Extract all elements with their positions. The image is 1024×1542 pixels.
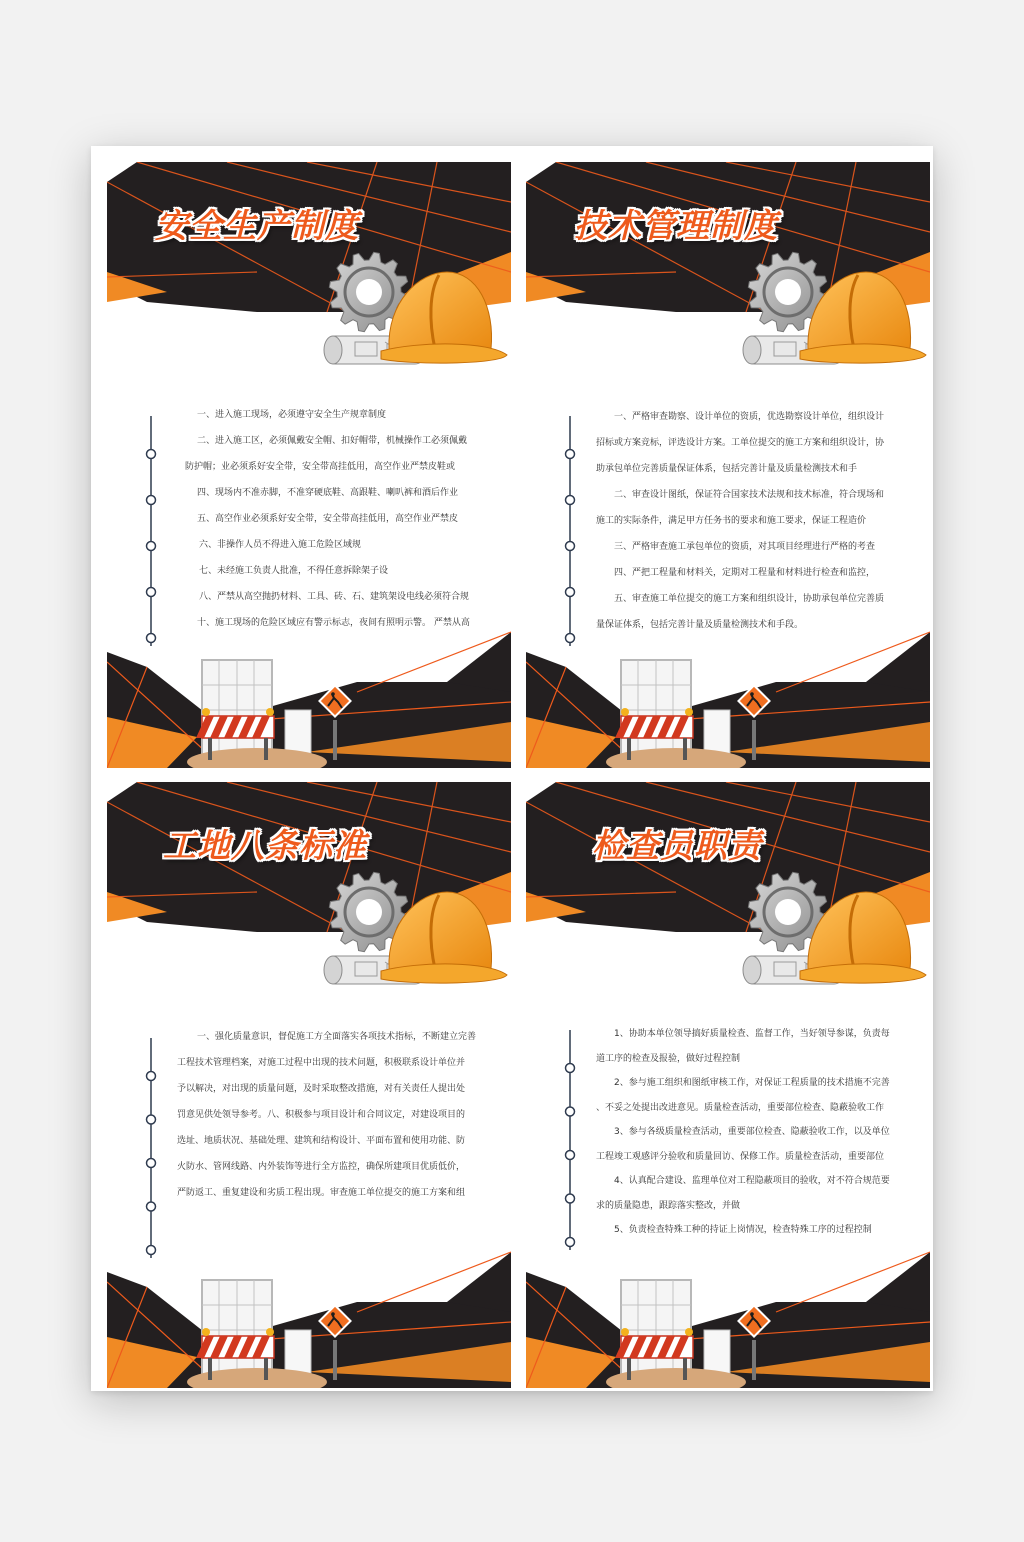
body-line: 一、进入施工现场，必须遵守安全生产规章制度: [197, 410, 387, 420]
body-line: 七、未经施工负责人批准，不得任意拆除架子设: [199, 566, 389, 576]
timeline-dot: [147, 1072, 156, 1081]
panel-body: [177, 1024, 485, 1206]
body-line: 招标或方案竞标，评选设计方案。工单位提交的施工方案和组织设计，协: [596, 438, 885, 448]
body-line: 工程技术管理档案，对施工过程中出现的技术问题，积极联系设计单位并: [177, 1058, 466, 1068]
body-line: 选址、地质状况、基础处理、建筑和结构设计、平面布置和使用功能、防: [177, 1136, 466, 1146]
timeline-dot: [566, 588, 575, 597]
body-line: 一、强化质量意识，督促施工方全面落实各项技术指标，不断建立完善: [197, 1032, 477, 1042]
body-line: 十、施工现场的危险区域应有警示标志，夜间有照明示警。 严禁从高: [197, 618, 470, 628]
timeline-decoration: [143, 416, 159, 646]
panel-body: [596, 1022, 904, 1243]
body-line: 5、负责检查特殊工种的持证上岗情况，检查特殊工序的过程控制: [614, 1225, 872, 1235]
building-icon: [621, 660, 691, 760]
timeline-dot: [566, 542, 575, 551]
body-line: 八、严禁从高空抛扔材料、工具、砖、石、建筑架设电线必须符合规: [199, 592, 470, 602]
building-icon: [202, 1280, 272, 1380]
body-line: 量保证体系，包括完善计量及质量检测技术和手段。: [596, 620, 804, 630]
body-line: 一、严格审查勘察、设计单位的资质，优选勘察设计单位，组织设计: [614, 412, 885, 422]
timeline-decoration: [562, 1030, 578, 1250]
panel-body: [185, 402, 493, 636]
timeline-dot: [147, 634, 156, 643]
body-line: 五、高空作业必须系好安全带，安全带高挂低用，高空作业严禁皮: [197, 514, 459, 524]
panel-site-standards: [107, 782, 511, 1388]
building-icon: [621, 1280, 691, 1380]
body-line: 助承包单位完善质量保证体系，包括完善计量及质量检测技术和手: [596, 464, 858, 474]
body-line: 工程竣工观感评分验收和质量回访、保修工作。质量检查活动，重要部位: [596, 1151, 885, 1162]
body-line: 三、严格审查施工承包单位的资质，对其项目经理进行严格的考查: [614, 542, 876, 552]
timeline-dot: [566, 1238, 575, 1247]
body-line: 施工的实际条件，满足甲方任务书的要求和施工要求，保证工程造价: [596, 516, 867, 526]
body-line: 、不妥之处提出改进意见。质量检查活动，重要部位检查、隐蔽验收工作: [596, 1102, 885, 1113]
timeline-dot: [566, 1107, 575, 1116]
timeline-dot: [566, 1194, 575, 1203]
body-line: 严防返工、重复建设和劣质工程出现。审查施工单位提交的施工方案和组: [177, 1188, 466, 1198]
body-line: 二、审查设计图纸，保证符合国家技术法规和技术标准，符合现场和: [614, 490, 885, 500]
timeline-decoration: [143, 1038, 159, 1258]
panel-title: 检查员职责: [592, 826, 762, 865]
timeline-dot: [147, 1115, 156, 1124]
timeline-dot: [566, 1151, 575, 1160]
timeline-dot: [147, 588, 156, 597]
body-line: 六、非操作人员不得进入施工危险区域规: [199, 540, 362, 550]
timeline-dot: [566, 496, 575, 505]
panel-technical: [526, 162, 930, 768]
body-line: 1、协助本单位领导搞好质量检查、监督工作，当好领导参谋，负责每: [614, 1029, 890, 1039]
body-line: 火防水、管网线路、内外装饰等进行全方监控，确保所建项目优质低价，: [177, 1162, 466, 1172]
timeline-dot: [147, 542, 156, 551]
body-line: 四、严把工程量和材料关，定期对工程量和材料进行检查和监控，: [614, 568, 876, 578]
body-line: 五、审查施工单位提交的施工方案和组织设计，协助承包单位完善质: [614, 594, 885, 604]
body-line: 四、现场内不准赤脚，不准穿硬底鞋、高跟鞋、喇叭裤和酒后作业: [197, 488, 459, 498]
body-line: 防护帽；业必须系好安全带，安全带高挂低用，高空作业严禁皮鞋或: [185, 462, 456, 472]
panel-inspector-duties: [526, 782, 930, 1388]
building-icon: [202, 660, 272, 760]
body-line: 二、进入施工区，必须佩戴安全帽、扣好帽带，机械操作工必须佩戴: [197, 436, 468, 446]
poster-sheet: [91, 146, 933, 1391]
timeline-dot: [147, 1246, 156, 1255]
timeline-dot: [566, 634, 575, 643]
timeline-decoration: [562, 416, 578, 646]
timeline-dot: [566, 1064, 575, 1073]
body-line: 2、参与施工组织和图纸审核工作，对保证工程质量的技术措施不完善: [614, 1078, 890, 1088]
panel-body: [596, 404, 904, 638]
body-line: 3、参与各级质量检查活动，重要部位检查、隐蔽验收工作，以及单位: [614, 1127, 890, 1137]
body-line: 予以解决，对出现的质量问题，及时采取整改措施，对有关责任人提出处: [177, 1084, 466, 1094]
timeline-dot: [147, 496, 156, 505]
panel-safety: [107, 162, 511, 768]
timeline-dot: [147, 1202, 156, 1211]
timeline-dot: [147, 450, 156, 459]
timeline-dot: [147, 1159, 156, 1168]
body-line: 罚意见供处领导参考。八、积极参与项目设计和合同议定，对建设项目的: [177, 1110, 466, 1120]
panel-title: 技术管理制度: [574, 206, 778, 245]
panel-title: 工地八条标准: [163, 826, 367, 865]
body-line: 4、认真配合建设、监理单位对工程隐蔽项目的验收，对不符合规范要: [614, 1176, 890, 1186]
body-line: 求的质量隐患，跟踪落实整改，并做: [596, 1200, 741, 1211]
timeline-dot: [566, 450, 575, 459]
body-line: 道工序的检查及报验，做好过程控制: [596, 1053, 741, 1064]
panel-title: 安全生产制度: [155, 206, 359, 245]
